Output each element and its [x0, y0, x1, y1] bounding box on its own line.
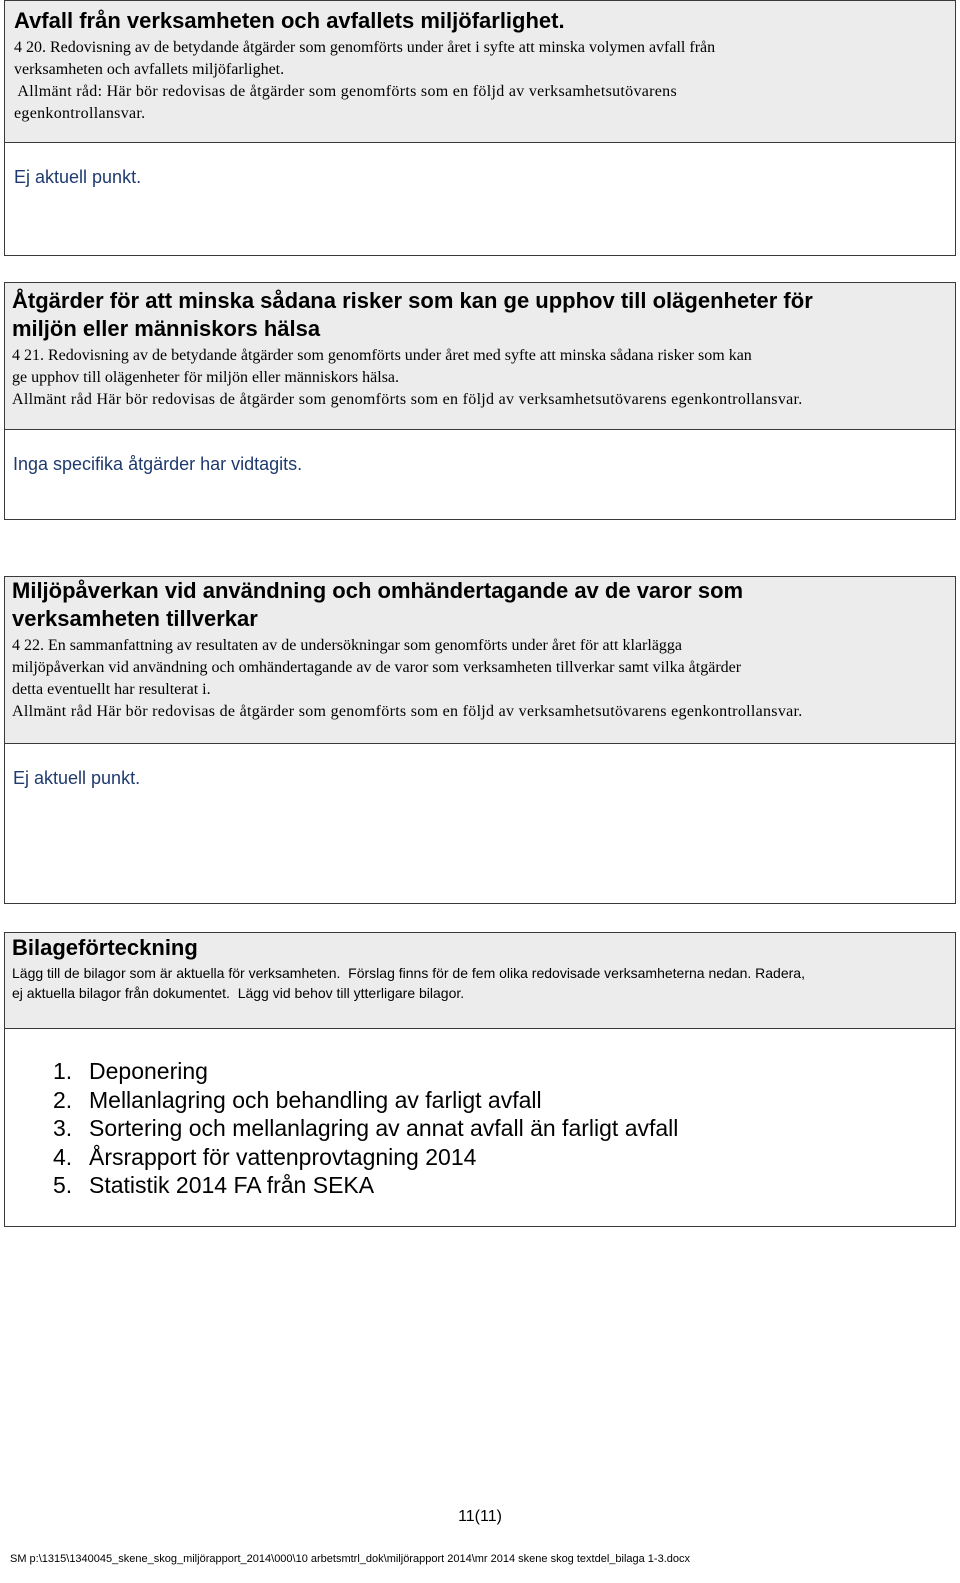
list-number: 4. [53, 1143, 73, 1170]
footer-file-path: SM p:\1315\1340045_skene_skog_miljörapport_2014\000\10 arbetsmtrl_dok\miljörapport 2014\mr 2014 skene skog textdel_bilaga 1-3.docx [10, 1553, 690, 1565]
list-item [53, 1171, 955, 1200]
list-label: Mellanlagring och behandling av farligt avfall [89, 1086, 542, 1113]
list-number: 1. [53, 1058, 73, 1084]
section-text-line: egenkontrollansvar. [14, 105, 146, 122]
list-item [53, 1143, 955, 1172]
section-title: miljön eller människors hälsa [12, 316, 321, 341]
list-label: Deponering [89, 1058, 208, 1084]
list-number: 3. [53, 1115, 73, 1141]
section-text-line: miljöpåverkan vid användning och omhändertagande av de varor som verksamheten tillverkar samt vilka åtgärder [12, 659, 742, 676]
section-text-line: Lägg till de bilagor som är aktuella för verksamheten. Förslag finns för de fem olika redovisade verksamheterna nedan. Radera, [12, 965, 805, 981]
section-risker-answer[interactable] [4, 429, 956, 520]
section-title: Miljöpåverkan vid användning och omhändertagande av de varor som [12, 578, 744, 603]
section-bilagor-header [4, 932, 956, 1029]
list-number: 5. [53, 1172, 73, 1198]
section-text-line: Allmänt råd Här bör redovisas de åtgärder som genomförts som en följd av verksamhetsutövarens egenkontrollansvar. [12, 391, 803, 408]
list-item [53, 1057, 955, 1086]
section-title: Åtgärder för att minska sådana risker som kan ge upphov till olägenheter för [12, 288, 813, 313]
list-item [53, 1114, 955, 1143]
answer-text: Ej aktuell punkt. [14, 167, 142, 187]
section-text-line: Allmänt råd Här bör redovisas de åtgärder som genomförts som en följd av verksamhetsutövarens egenkontrollansvar. [12, 703, 803, 720]
list-label: Sortering och mellanlagring av annat avfall än farligt avfall [89, 1115, 679, 1141]
section-text-line: verksamheten och avfallets miljöfarlighet. [14, 61, 285, 78]
section-avfall-header [4, 0, 956, 143]
section-text-line: 4 20. Redovisning av de betydande åtgärder som genomförts under året i syfte att minska volymen avfall från [14, 39, 716, 56]
section-text-line: 4 22. En sammanfattning av resultaten av de undersökningar som genomförts under året för att klarlägga [12, 637, 683, 654]
attachment-list [53, 1057, 955, 1200]
section-title: Bilageförteckning [12, 935, 198, 960]
section-risker-header [4, 282, 956, 430]
section-text-line: ge upphov till olägenheter för miljön eller människors hälsa. [12, 369, 400, 386]
section-text-line: Allmänt råd: Här bör redovisas de åtgärder som genomförts som en följd av verksamhetsutövarens [14, 83, 677, 100]
section-title: Avfall från verksamheten och avfallets miljöfarlighet. [14, 8, 565, 33]
list-label: Statistik 2014 FA från SEKA [89, 1172, 375, 1198]
answer-text: Inga specifika åtgärder har vidtagits. [13, 454, 303, 474]
section-avfall-answer[interactable] [4, 142, 956, 256]
list-number: 2. [53, 1086, 73, 1113]
section-bilagor-list[interactable] [4, 1028, 956, 1227]
section-varor-header [4, 576, 956, 744]
section-text-line: 4 21. Redovisning av de betydande åtgärder som genomförts under året med syfte att minska sådana risker som kan [12, 347, 752, 364]
page-number: 11(11) [458, 1508, 502, 1525]
section-varor-answer[interactable] [4, 743, 956, 904]
list-item [53, 1086, 955, 1115]
list-label: Årsrapport för vattenprovtagning 2014 [89, 1143, 477, 1170]
section-text-line: ej aktuella bilagor från dokumentet. Lägg vid behov till ytterligare bilagor. [12, 985, 465, 1001]
section-title: verksamheten tillverkar [12, 606, 258, 631]
answer-text: Ej aktuell punkt. [13, 768, 141, 788]
section-text-line: detta eventuellt har resulterat i. [12, 681, 211, 698]
